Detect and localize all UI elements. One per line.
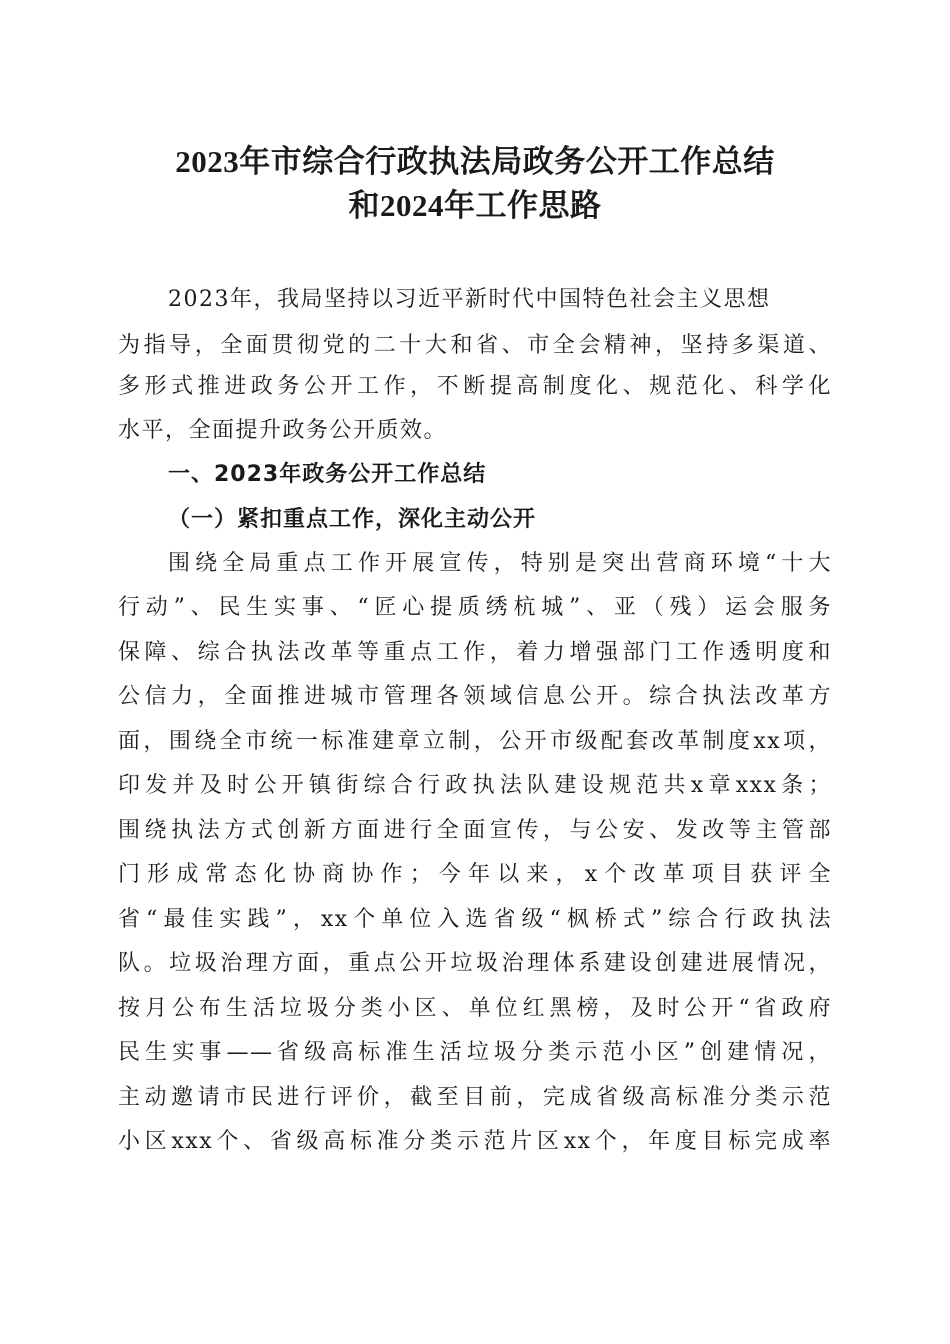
body-line: 主动邀请市民进行评价，截至目前，完成省级高标准分类示范 [118,1085,832,1110]
section-heading: 一、2023年政务公开工作总结 [168,462,487,487]
document-title-line-1: 2023年市综合行政执法局政务公开工作总结 [175,144,775,179]
body-line: 保障、综合执法改革等重点工作，着力增强部门工作透明度和 [118,640,832,665]
intro-line-2: 为指导，全面贯彻党的二十大和省、市全会精神，坚持多渠道、 [118,333,832,358]
body-line: 围绕全局重点工作开展宣传，特别是突出营商环境“十大 [168,551,832,576]
body-line: 民生实事——省级高标准生活垃圾分类示范小区”创建情况， [118,1040,832,1065]
intro-line-4: 水平，全面提升政务公开质效。 [118,418,448,443]
body-line: 队。垃圾治理方面，重点公开垃圾治理体系建设创建进展情况， [118,951,832,976]
body-line: 门形成常态化协商协作；今年以来，x个改革项目获评全 [118,862,832,887]
body-line: 公信力，全面推进城市管理各领域信息公开。综合执法改革方 [118,684,832,709]
intro-line-3: 多形式推进政务公开工作，不断提高制度化、规范化、科学化 [118,374,832,399]
body-line: 行动”、民生实事、“匠心提质绣杭城”、亚（残）运会服务 [118,595,832,620]
body-line: 小区xxx个、省级高标准分类示范片区xx个，年度目标完成率 [118,1129,832,1154]
subsection-heading: （一）紧扣重点工作，深化主动公开 [168,506,537,532]
document-title-line-2: 和2024年工作思路 [348,188,602,223]
body-line: 围绕执法方式创新方面进行全面宣传，与公安、发改等主管部 [118,818,832,843]
body-line: 省“最佳实践”，xx个单位入选省级“枫桥式”综合行政执法 [118,907,832,932]
intro-line-1: 2023年，我局坚持以习近平新时代中国特色社会主义思想 [168,287,771,312]
body-line: 印发并及时公开镇街综合行政执法队建设规范共x章xxx条； [118,773,832,798]
body-line: 按月公布生活垃圾分类小区、单位红黑榜，及时公开“省政府 [118,996,832,1021]
body-line: 面，围绕全市统一标准建章立制，公开市级配套改革制度xx项， [118,729,832,754]
